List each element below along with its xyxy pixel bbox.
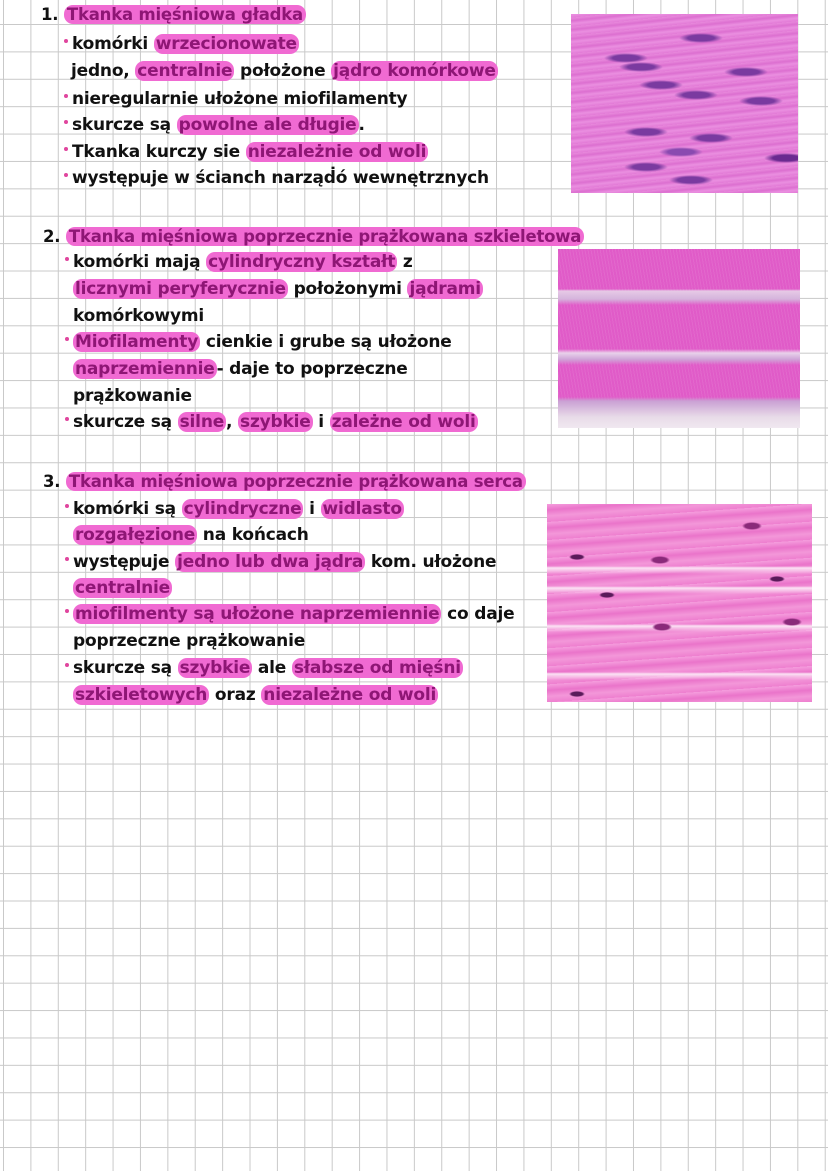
highlighted-text: słabsze od mięśni <box>293 658 461 678</box>
note-text: prążkowanie <box>73 386 192 406</box>
bullet-dot-icon <box>65 337 69 341</box>
highlighted-text: niezależne od woli <box>263 685 437 705</box>
highlighted-text: licznymi peryferycznie <box>75 279 286 299</box>
smooth-muscle-image <box>571 14 798 193</box>
section-number: 3. <box>43 472 61 491</box>
note-text: ale <box>252 658 292 678</box>
highlighted-text: zależne od woli <box>331 412 476 432</box>
note-line <box>64 167 489 189</box>
highlighted-text: silne <box>179 412 225 432</box>
section-number: 2. <box>43 227 61 246</box>
note-text: i <box>303 499 321 519</box>
note-text: jedno, <box>71 61 136 81</box>
highlighted-text: jądrami <box>409 279 481 299</box>
highlighted-text: cylindryczne <box>183 499 302 519</box>
section-title-text: Tkanka mięśniowa gładka <box>64 5 306 24</box>
note-text: na końcach <box>197 525 309 545</box>
note-line <box>65 411 478 433</box>
note-text: Tkanka kurczy sie <box>72 142 246 162</box>
note-text: oraz <box>209 685 262 705</box>
highlighted-text: wrzecionowate <box>155 34 297 54</box>
note-line <box>64 88 407 110</box>
highlighted-text: widlasto <box>322 499 402 519</box>
note-line <box>65 603 514 625</box>
note-text: co daje <box>441 604 515 624</box>
highlighted-text: niezależnie od woli <box>247 142 427 162</box>
note-line <box>65 331 452 353</box>
note-text: i <box>312 412 330 432</box>
note-text: komórkowymi <box>73 306 204 326</box>
section-title-text: Tkanka mięśniowa poprzecznie prążkowana szkieletowa <box>66 227 584 246</box>
note-text: występuje w ścianch narząḋó wewnętrznych <box>72 168 489 188</box>
cardiac-muscle-image <box>547 504 812 702</box>
bullet-dot-icon <box>64 120 68 124</box>
note-text: występuje <box>73 552 176 572</box>
note-text: - daje to poprzeczne <box>216 359 408 379</box>
note-line <box>65 551 496 573</box>
note-text: nieregularnie ułożone miofilamenty <box>72 89 408 109</box>
note-text: położonymi <box>287 279 408 299</box>
note-text: , <box>226 412 239 432</box>
highlighted-text: szkieletowych <box>75 685 208 705</box>
section-number: 1. <box>41 5 59 24</box>
highlighted-text: szybkie <box>179 658 251 678</box>
note-line <box>73 630 305 652</box>
note-line <box>65 251 413 273</box>
note-text: skurcze są <box>73 412 178 432</box>
section-title <box>41 4 306 26</box>
bullet-dot-icon <box>65 257 69 261</box>
highlighted-text: cylindryczny kształt <box>208 252 396 272</box>
highlighted-text: rozgałęzione <box>75 525 196 545</box>
bullet-dot-icon <box>64 94 68 98</box>
highlighted-text: powolne ale długie <box>178 115 357 135</box>
note-text: skurcze są <box>72 115 177 135</box>
highlighted-text: centralnie <box>137 61 233 81</box>
bullet-dot-icon <box>65 663 69 667</box>
section-title-text: Tkanka mięśniowa poprzecznie prążkowana serca <box>66 472 526 491</box>
note-line <box>64 141 428 163</box>
note-line <box>65 657 463 679</box>
bullet-dot-icon <box>65 417 69 421</box>
skeletal-muscle-image <box>558 249 800 428</box>
bullet-dot-icon <box>65 504 69 508</box>
note-text: skurcze są <box>73 658 178 678</box>
note-line <box>65 498 404 520</box>
note-text: z <box>397 252 413 272</box>
note-line <box>73 577 172 599</box>
note-line <box>73 358 408 380</box>
highlighted-text: szybkie <box>240 412 311 432</box>
note-line <box>64 33 299 55</box>
note-line <box>64 114 365 136</box>
note-line <box>73 278 483 300</box>
section-title <box>43 471 526 493</box>
note-line <box>73 524 309 546</box>
note-text: cienkie i grube są ułożone <box>200 332 452 352</box>
note-line <box>73 305 204 327</box>
note-text: kom. ułożone <box>365 552 497 572</box>
bullet-dot-icon <box>64 173 68 177</box>
highlighted-text: centralnie <box>75 578 170 598</box>
note-line <box>71 60 498 82</box>
section-title <box>43 226 584 248</box>
bullet-dot-icon <box>64 39 68 43</box>
highlighted-text: Miofilamenty <box>75 332 199 352</box>
highlighted-text: naprzemiennie <box>75 359 215 379</box>
note-text: . <box>358 115 365 135</box>
note-text: komórki są <box>73 499 182 519</box>
bullet-dot-icon <box>65 609 69 613</box>
bullet-dot-icon <box>65 557 69 561</box>
note-text: komórki <box>72 34 154 54</box>
note-line <box>73 684 438 706</box>
highlighted-text: miofilmenty są ułożone naprzemiennie <box>75 604 440 624</box>
note-text: komórki mają <box>73 252 207 272</box>
bullet-dot-icon <box>64 147 68 151</box>
note-line <box>73 385 192 407</box>
note-text: położone <box>234 61 332 81</box>
note-text: poprzeczne prążkowanie <box>73 631 306 651</box>
highlighted-text: jądro komórkowe <box>333 61 496 81</box>
highlighted-text: jedno lub dwa jądra <box>177 552 364 572</box>
